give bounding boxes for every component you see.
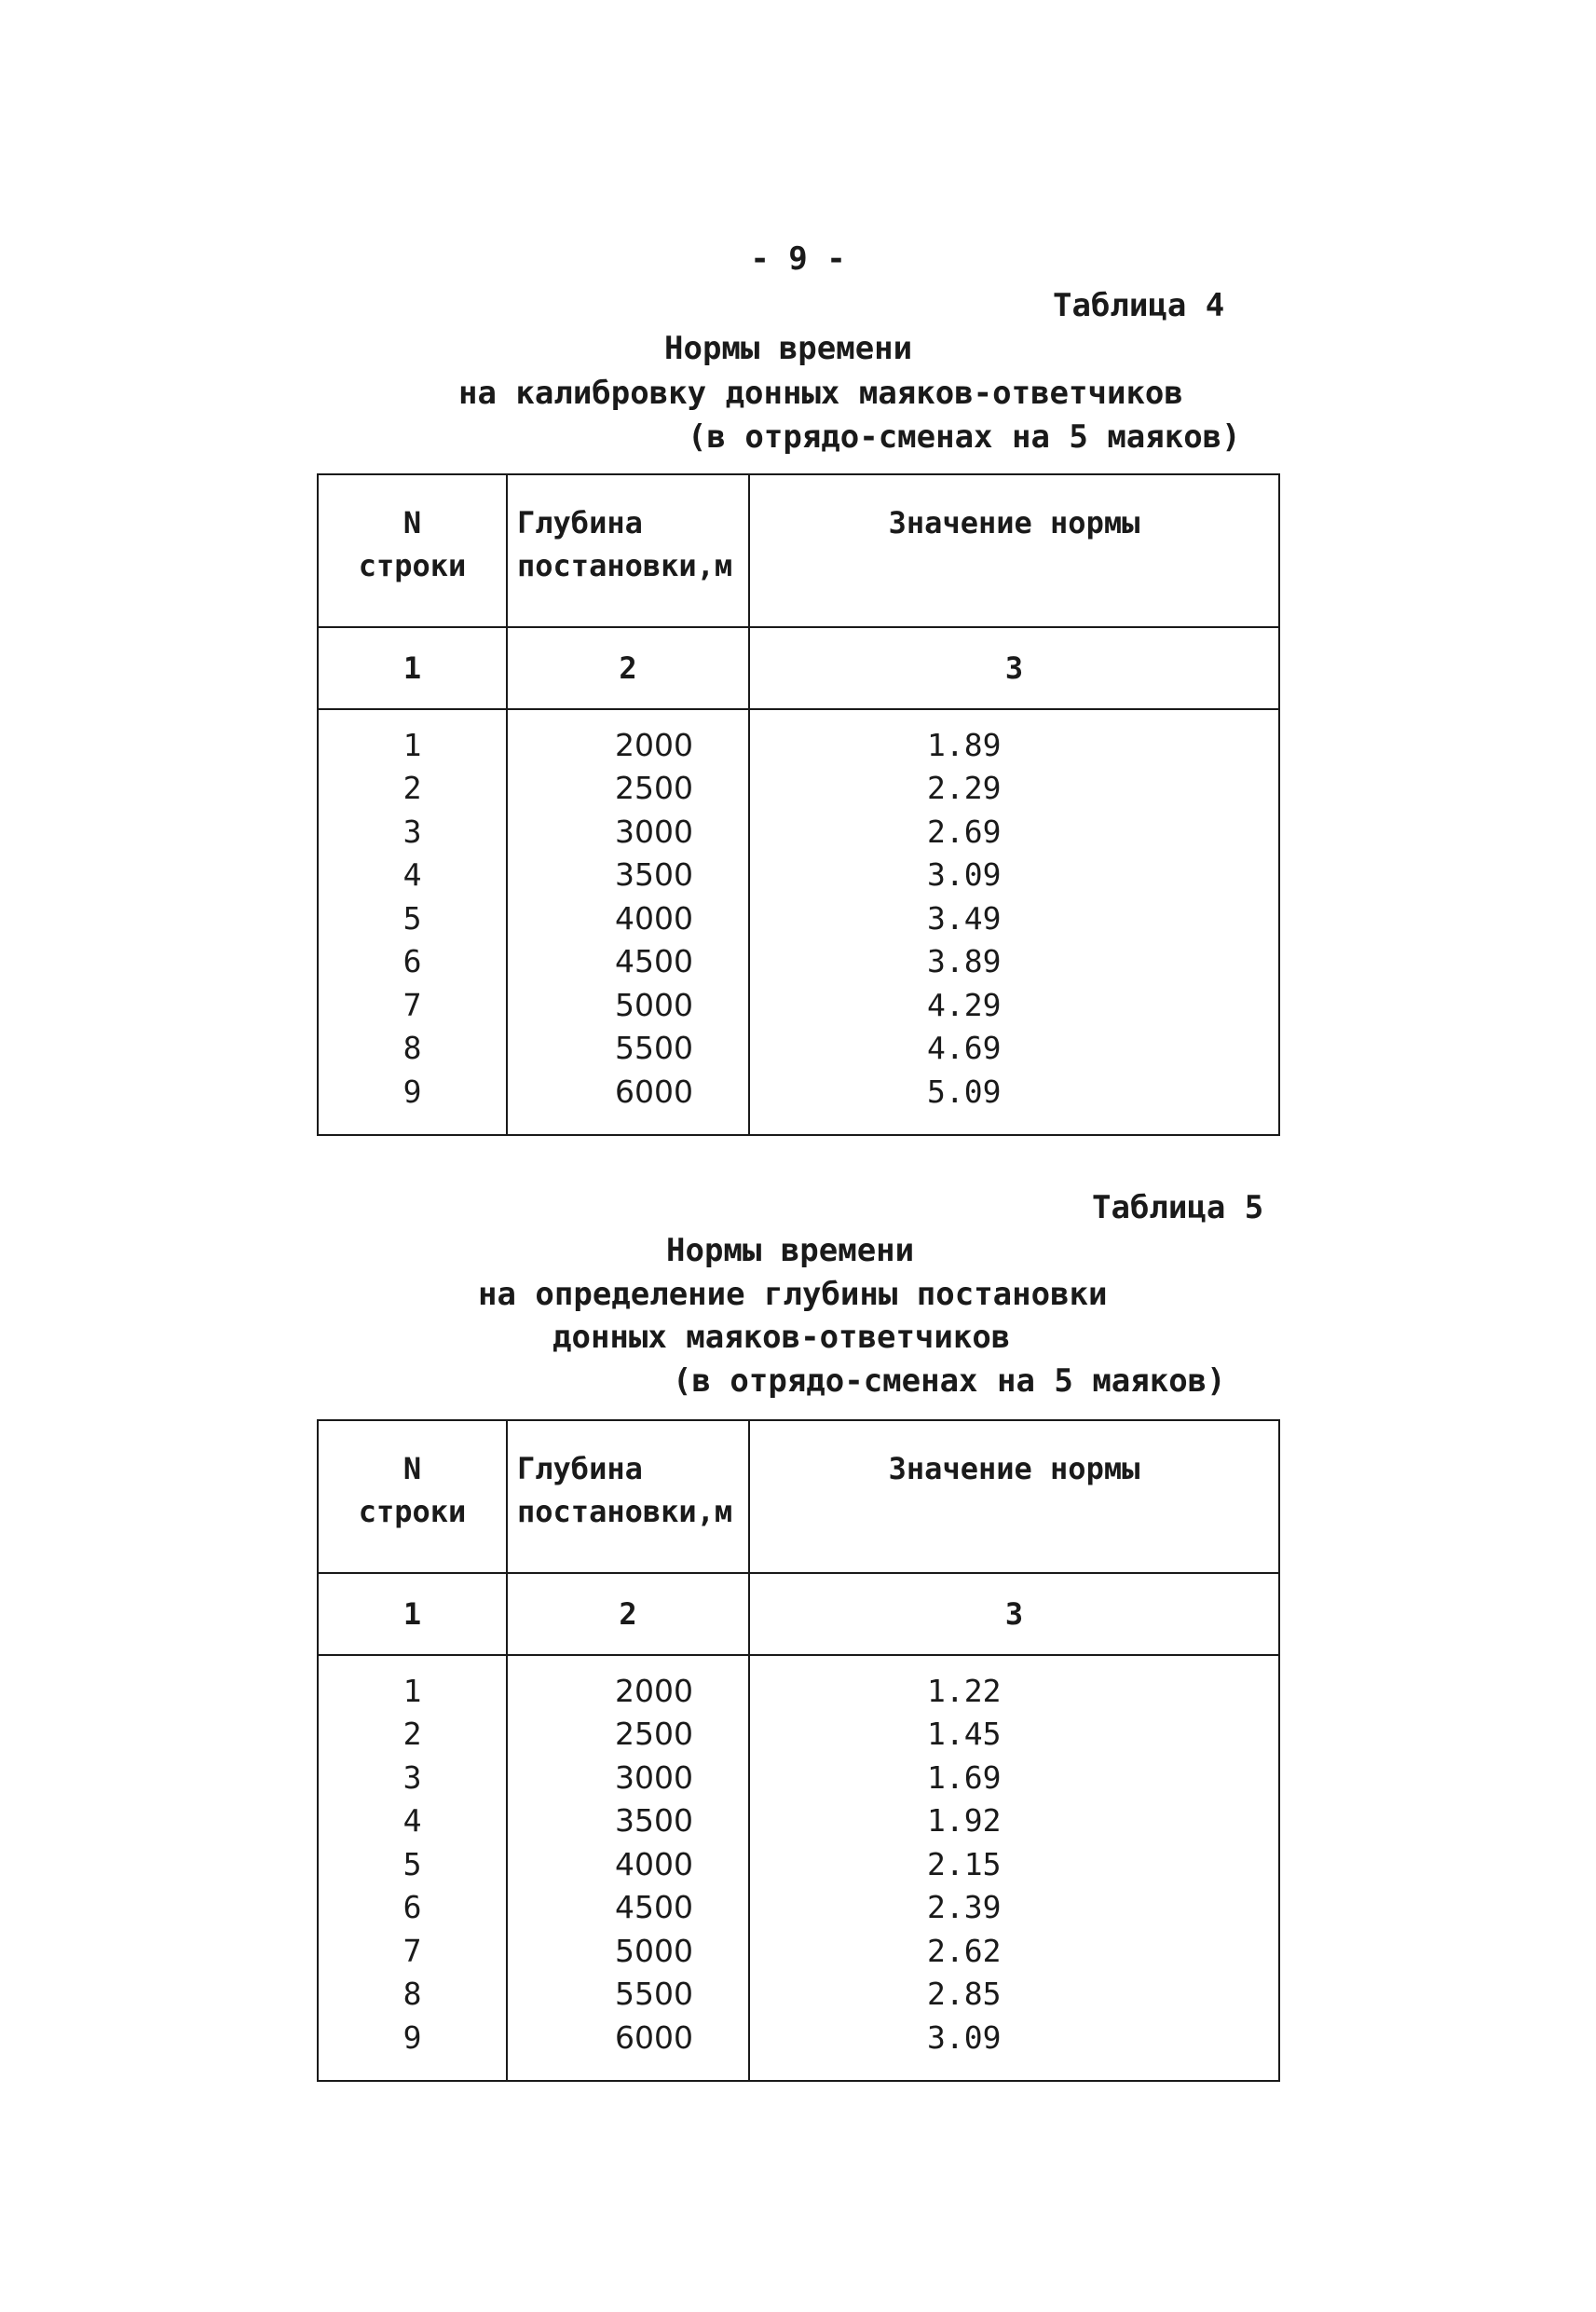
row-number: 3 [318,1756,507,1799]
page-number: - 9 - [750,240,846,278]
table-4-caption-line: Нормы времени [664,330,913,367]
depth-value: 5500 [507,1027,749,1071]
table-row [318,983,1279,1027]
norm-value: 4.69 [749,1027,1279,1071]
header-cell [318,474,507,627]
header-text: Значение нормы [888,505,1140,540]
header-text: N строки [358,1451,467,1529]
table-row [318,1973,1279,2017]
table-5-label: Таблица 5 [1092,1189,1264,1226]
depth-value: 6000 [507,2016,749,2081]
table-row [318,1756,1279,1799]
norm-value: 1.45 [749,1713,1279,1757]
norm-value: 2.69 [749,810,1279,854]
norm-value: 3.09 [749,2016,1279,2081]
header-text: Глубина постановки,м [517,1451,733,1529]
table-4 [317,473,1280,1136]
table-row [318,1713,1279,1757]
depth-value: 4000 [507,1842,749,1886]
header-cell [507,1420,749,1573]
table-5-caption-line: на определение глубины постановки [478,1276,1108,1313]
row-number: 1 [318,1655,507,1713]
column-number: 2 [507,1573,749,1655]
row-number: 4 [318,854,507,897]
table-5-caption-line: донных маяков-ответчиков [552,1319,1011,1356]
depth-value: 3500 [507,1799,749,1843]
row-number: 7 [318,983,507,1027]
column-number-row [318,1573,1279,1655]
column-number: 3 [749,627,1279,709]
row-number: 6 [318,1886,507,1930]
header-text: Глубина постановки,м [517,505,733,583]
header-cell [749,474,1279,627]
row-number: 2 [318,1713,507,1757]
column-number: 2 [507,627,749,709]
header-cell [318,1420,507,1573]
norm-value: 3.09 [749,854,1279,897]
depth-value: 2500 [507,767,749,811]
column-number: 3 [749,1573,1279,1655]
row-number: 4 [318,1799,507,1843]
norm-value: 2.15 [749,1842,1279,1886]
header-text: N строки [358,505,467,583]
table-row [318,854,1279,897]
row-number: 2 [318,767,507,811]
table-row [318,767,1279,811]
norm-value: 2.62 [749,1929,1279,1973]
table-row [318,709,1279,767]
depth-value: 4500 [507,940,749,984]
table-5-caption-line: (в отрядо-сменах на 5 маяков) [673,1362,1226,1400]
depth-value: 2000 [507,709,749,767]
row-number: 8 [318,1027,507,1071]
row-number: 5 [318,896,507,940]
header-text: Значение нормы [888,1451,1140,1486]
table-row [318,1070,1279,1135]
depth-value: 4000 [507,896,749,940]
row-number: 9 [318,2016,507,2081]
table-row [318,940,1279,984]
depth-value: 4500 [507,1886,749,1930]
depth-value: 5000 [507,1929,749,1973]
norm-value: 1.22 [749,1655,1279,1713]
depth-value: 3500 [507,854,749,897]
table-row [318,896,1279,940]
depth-value: 3000 [507,1756,749,1799]
row-number: 7 [318,1929,507,1973]
table-4-caption-line: на калибровку донных маяков-ответчиков [458,375,1183,412]
table-5-caption-line: Нормы времени [666,1232,915,1269]
row-number: 5 [318,1842,507,1886]
table-4-label: Таблица 4 [1053,287,1225,324]
norm-value: 3.49 [749,896,1279,940]
table-row [318,1027,1279,1071]
depth-value: 6000 [507,1070,749,1135]
header-cell [749,1420,1279,1573]
norm-value: 1.69 [749,1756,1279,1799]
table-row [318,1655,1279,1713]
row-number: 3 [318,810,507,854]
column-number: 1 [318,1573,507,1655]
column-number-row [318,627,1279,709]
depth-value: 2000 [507,1655,749,1713]
norm-value: 1.89 [749,709,1279,767]
row-number: 6 [318,940,507,984]
norm-value: 3.89 [749,940,1279,984]
norm-value: 2.29 [749,767,1279,811]
row-number: 9 [318,1070,507,1135]
depth-value: 3000 [507,810,749,854]
header-row [318,474,1279,627]
row-number: 1 [318,709,507,767]
table-row [318,1929,1279,1973]
depth-value: 2500 [507,1713,749,1757]
row-number: 8 [318,1973,507,2017]
norm-value: 5.09 [749,1070,1279,1135]
table-row [318,1886,1279,1930]
norm-value: 4.29 [749,983,1279,1027]
depth-value: 5500 [507,1973,749,2017]
column-number: 1 [318,627,507,709]
table-row [318,2016,1279,2081]
header-cell [507,474,749,627]
header-row [318,1420,1279,1573]
norm-value: 2.39 [749,1886,1279,1930]
table-5 [317,1419,1280,2082]
table-4-caption-line: (в отрядо-сменах на 5 маяков) [688,418,1241,456]
depth-value: 5000 [507,983,749,1027]
table-row [318,1842,1279,1886]
table-row [318,810,1279,854]
norm-value: 1.92 [749,1799,1279,1843]
norm-value: 2.85 [749,1973,1279,2017]
table-row [318,1799,1279,1843]
